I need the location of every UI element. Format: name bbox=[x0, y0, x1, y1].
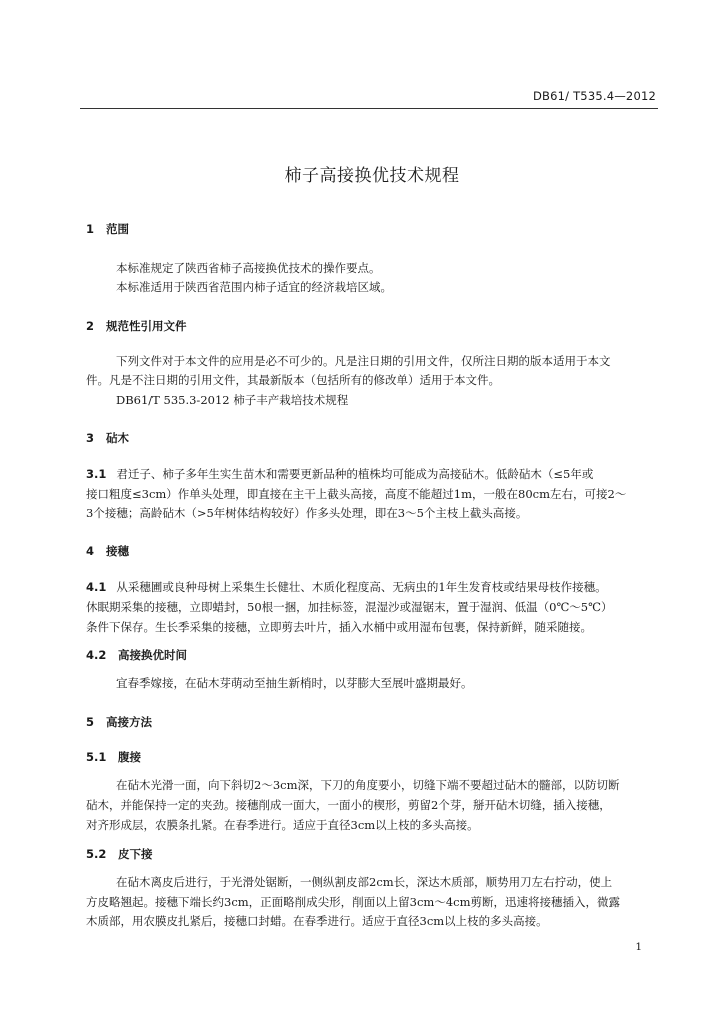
section-title: 高接方法 bbox=[106, 715, 152, 729]
paragraph-line bbox=[86, 579, 607, 595]
paragraph-line: 3个接穗；高龄砧木（>5年树体结构较好）作多头处理，即在3～5个主枝上截头高接。 bbox=[86, 506, 528, 520]
section-5-1-heading bbox=[86, 749, 141, 765]
paragraph-line: 砧木，并能保持一定的夹劲。接穗削成一面大，一面小的楔形，剪留2个芽，掰开砧木切缝，插入接穗， bbox=[86, 798, 611, 812]
clause-number: 5.2 bbox=[86, 847, 107, 861]
section-4-heading bbox=[86, 543, 129, 559]
section-4-2-heading bbox=[86, 647, 187, 663]
section-title: 砧木 bbox=[106, 431, 129, 445]
section-5-heading bbox=[86, 714, 152, 730]
paragraph-line: 本标准适用于陕西省范围内柿子适宜的经济栽培区域。 bbox=[116, 280, 392, 294]
clause-number: 4.1 bbox=[86, 580, 107, 594]
paragraph-line: 宜春季嫁接，在砧木芽萌动至抽生新梢时，以芽膨大至展叶盛期最好。 bbox=[116, 676, 473, 690]
paragraph-line bbox=[86, 466, 593, 482]
section-number: 4 bbox=[86, 544, 95, 558]
header-rule bbox=[80, 108, 658, 109]
section-2-heading bbox=[86, 318, 187, 334]
standard-code: DB61/ T535.4—2012 bbox=[532, 89, 656, 103]
section-number: 1 bbox=[86, 222, 95, 236]
section-title: 接穗 bbox=[106, 544, 129, 558]
clause-title: 皮下接 bbox=[118, 847, 153, 861]
section-5-2-heading bbox=[86, 846, 153, 862]
clause-title: 腹接 bbox=[118, 750, 141, 764]
paragraph-line: 条件下保存。生长季采集的接穗，立即剪去叶片，插入水桶中或用湿布包裹，保持新鲜，随采随接。 bbox=[86, 620, 592, 634]
section-number: 3 bbox=[86, 431, 95, 445]
section-title: 范围 bbox=[106, 222, 129, 236]
paragraph-line: 在砧木光滑一面，向下斜切2～3cm深，下刀的角度要小，切缝下端不要超过砧木的髓部，以防切断 bbox=[116, 778, 620, 792]
clause-text: 君迁子、柿子多年生实生苗木和需要更新品种的植株均可能成为高接砧木。低龄砧木（≤5年或 bbox=[116, 467, 594, 481]
clause-number: 4.2 bbox=[86, 648, 107, 662]
clause-number: 3.1 bbox=[86, 467, 107, 481]
paragraph-line: 方皮略翘起。接穗下端长约3cm，正面略削成尖形，削面以上留3cm～4cm剪断，迅速将接穗插入，微露 bbox=[86, 895, 620, 909]
paragraph-line: 件。凡是不注日期的引用文件，其最新版本（包括所有的修改单）适用于本文件。 bbox=[86, 373, 500, 387]
page-number: 1 bbox=[635, 941, 642, 953]
clause-title: 高接换优时间 bbox=[118, 648, 187, 662]
paragraph-line: 休眠期采集的接穗，立即蜡封，50根一捆，加挂标签，混湿沙或湿锯末，置于湿润、低温（0℃～5℃） bbox=[86, 600, 613, 614]
document-title: 柿子高接换优技术规程 bbox=[284, 166, 460, 186]
section-number: 5 bbox=[86, 715, 95, 729]
paragraph-line: 在砧木离皮后进行，于光滑处锯断，一侧纵割皮部2cm长，深达木质部，顺势用刀左右拧动，使上 bbox=[116, 875, 613, 889]
clause-number: 5.1 bbox=[86, 750, 107, 764]
section-1-heading bbox=[86, 221, 129, 237]
section-title: 规范性引用文件 bbox=[106, 319, 187, 333]
section-3-heading bbox=[86, 430, 129, 446]
paragraph-line: 木质部，用农膜皮扎紧后，接穗口封蜡。在春季进行。适应于直径3cm以上枝的多头高接。 bbox=[86, 914, 548, 928]
paragraph-line: 下列文件对于本文件的应用是必不可少的。凡是注日期的引用文件，仅所注日期的版本适用于本文 bbox=[116, 354, 611, 368]
section-number: 2 bbox=[86, 319, 95, 333]
normative-reference: DB61/T 535.3-2012 柿子丰产栽培技术规程 bbox=[116, 393, 349, 407]
paragraph-line: 对齐形成层，农膜条扎紧。在春季进行。适应于直径3cm以上枝的多头高接。 bbox=[86, 818, 479, 832]
paragraph-line: 接口粗度≤3cm）作单头处理，即直接在主干上截头高接，高度不能超过1m，一般在80cm左右，可接2～ bbox=[86, 487, 627, 501]
clause-text: 从采穗圃或良种母树上采集生长健壮、木质化程度高、无病虫的1年生发育枝或结果母枝作接穗。 bbox=[116, 580, 607, 594]
paragraph-line: 本标准规定了陕西省柿子高接换优技术的操作要点。 bbox=[116, 261, 381, 275]
